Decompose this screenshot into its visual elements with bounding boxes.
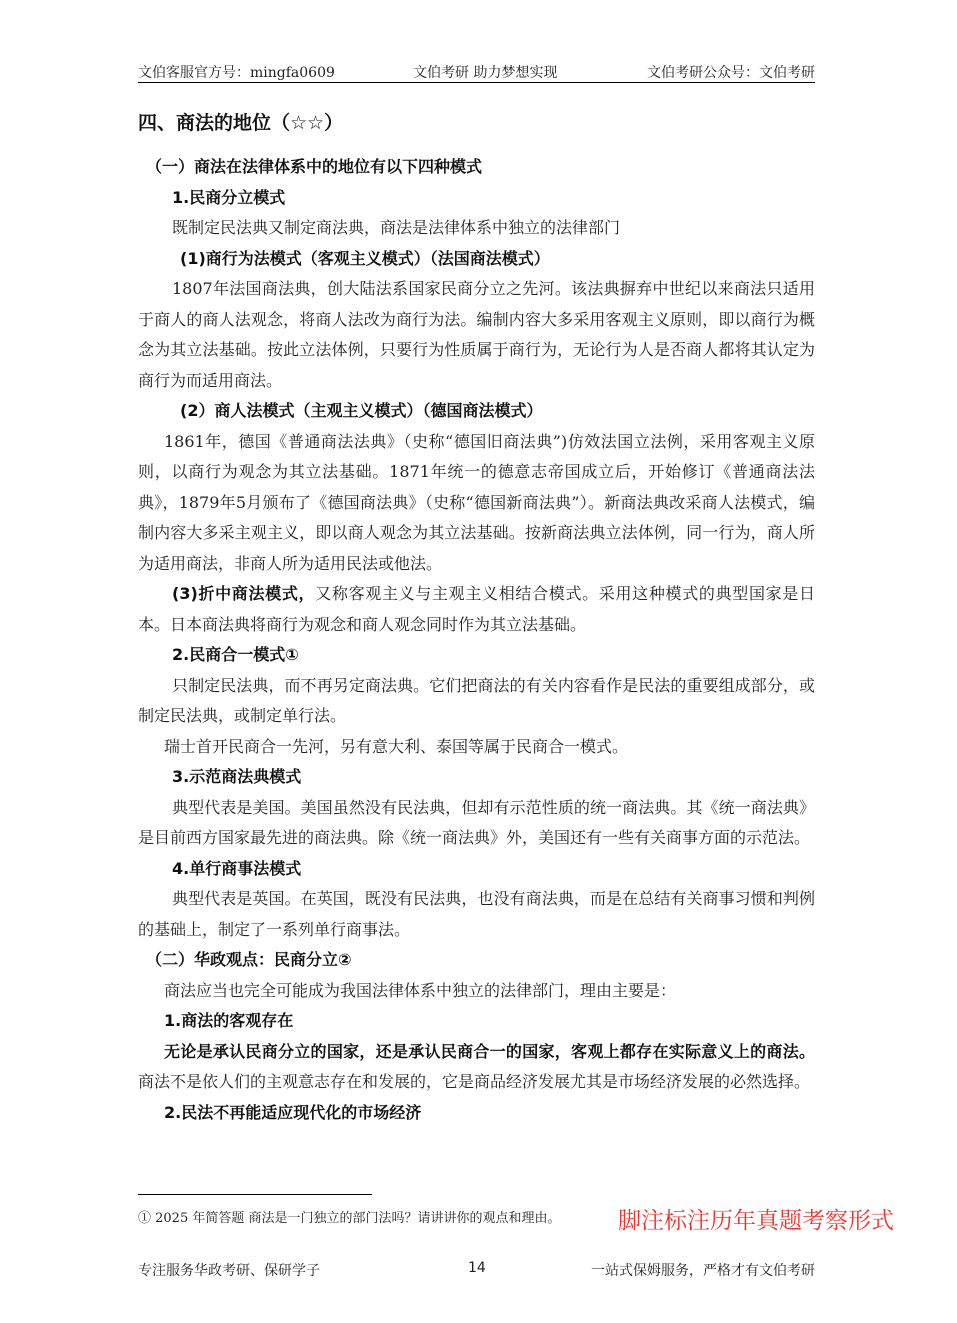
paragraph: 只制定民法典，而不再另定商法典。它们把商法的有关内容看作是民法的重要组成部分，或制定民法典，或制定单行法。 (138, 675, 815, 725)
paragraph: 商法应当也完全可能成为我国法律体系中独立的法律部门，理由主要是： (164, 980, 677, 1000)
annotation-note: 脚注标注历年真题考察形式 (618, 1208, 894, 1234)
subheading: 4.单行商事法模式 (172, 858, 302, 878)
subheading: （一）商法在法律体系中的地位有以下四种模式 (146, 157, 483, 176)
page-header (138, 60, 815, 83)
header-right-text: 文伯考研公众号：文伯考研 (647, 65, 815, 81)
paragraph-emphasis (138, 579, 815, 640)
paragraph: 瑞士首开民商合一先河，另有意大利、泰国等属于民商合一模式。 (164, 736, 629, 756)
subheading: 1.民商分立模式 (172, 187, 286, 207)
subheading: 2.民商合一模式① (172, 645, 299, 664)
paragraph: 既制定民法典又制定商法典，商法是法律体系中独立的法律部门 (172, 218, 621, 237)
header-left-text: 文伯客服官方号：mingfa0609 (138, 65, 335, 81)
footer-left-text: 专注服务华政考研、保研学子 (138, 1263, 320, 1279)
subheading: 3.示范商法典模式 (172, 767, 302, 786)
body-blocks (138, 152, 815, 1128)
subheading: （二）华政观点：民商分立② (146, 950, 352, 969)
section-title: 四、商法的地位（☆☆） (138, 112, 344, 134)
paragraph-text: 商法不是依人们的主观意志存在和发展的，它是商品经济发展尤其是市场经济发展的必然选择。 (138, 1072, 811, 1091)
subheading: 2.民法不再能适应现代化的市场经济 (164, 1102, 422, 1122)
emphasis-text: 无论是承认民商分立的国家，还是承认民商合一的国家，客观上都存在实际意义上的商法。 (164, 1041, 815, 1061)
paragraph: 典型代表是美国。美国虽然没有民法典，但却有示范性质的统一商法典。其《统一商法典》是目前西方国家最先进的商法典。除《统一商法典》外，美国还有一些有关商事方面的示范法。 (138, 797, 815, 847)
subheading: (1)商行为法模式（客观主义模式）（法国商法模式） (180, 248, 550, 268)
paragraph: 1807年法国商法典，创大陆法系国家民商分立之先河。该法典摒弃中世纪以来商法只适用于商人的商人法观念，将商人法改为商行为法。编制内容大多采用客观主义原则，即以商行为概念为其立法基础。按此立法体例，只要行为性质属于商行为，无论行为人是否商人都将其认定为商行为而适用商法。 (138, 279, 815, 390)
footer-right-text: 一站式保姆服务，严格才有文伯考研 (591, 1263, 815, 1279)
header-center-text: 文伯考研 助力梦想实现 (413, 65, 558, 81)
footnote-text: ① 2025 年简答题 商法是一门独立的部门法吗？请讲讲你的观点和理由。 (138, 1211, 561, 1226)
paragraph-text: 又称客观主义与主观主义相结合模式。采用这种模式的典型国家是日本。日本商法典将商行为观念和商人观念同时作为其立法基础。 (138, 584, 815, 634)
page-body (138, 106, 815, 1128)
subheading: (2）商人法模式（主观主义模式）（德国商法模式） (180, 401, 543, 420)
page-number: 14 (468, 1260, 486, 1276)
footnote-divider (138, 1194, 372, 1195)
emphasis-text: (3)折中商法模式， (172, 584, 316, 603)
paragraph: 典型代表是英国。在英国，既没有民法典，也没有商法典，而是在总结有关商事习惯和判例的基础上，制定了一系列单行商事法。 (138, 889, 815, 939)
paragraph-emphasis (138, 1037, 815, 1098)
subheading: 1.商法的客观存在 (164, 1011, 294, 1030)
paragraph: 1861年，德国《普通商法法典》（史称“德国旧商法典”)仿效法国立法例，采用客观主义原则，以商行为观念为其立法基础。1871年统一的德意志帝国成立后，开始修订《普通商法法典》，1879年5月颁布了《德国商法典》（史称“德国新商法典”）。新商法典改采商人法模式，编制内容大多采主观主义，即以商人观念为其立法基础。按新商法典立法体例，同一行为，商人所为适用商法，非商人所为适用民法或他法。 (138, 431, 815, 573)
